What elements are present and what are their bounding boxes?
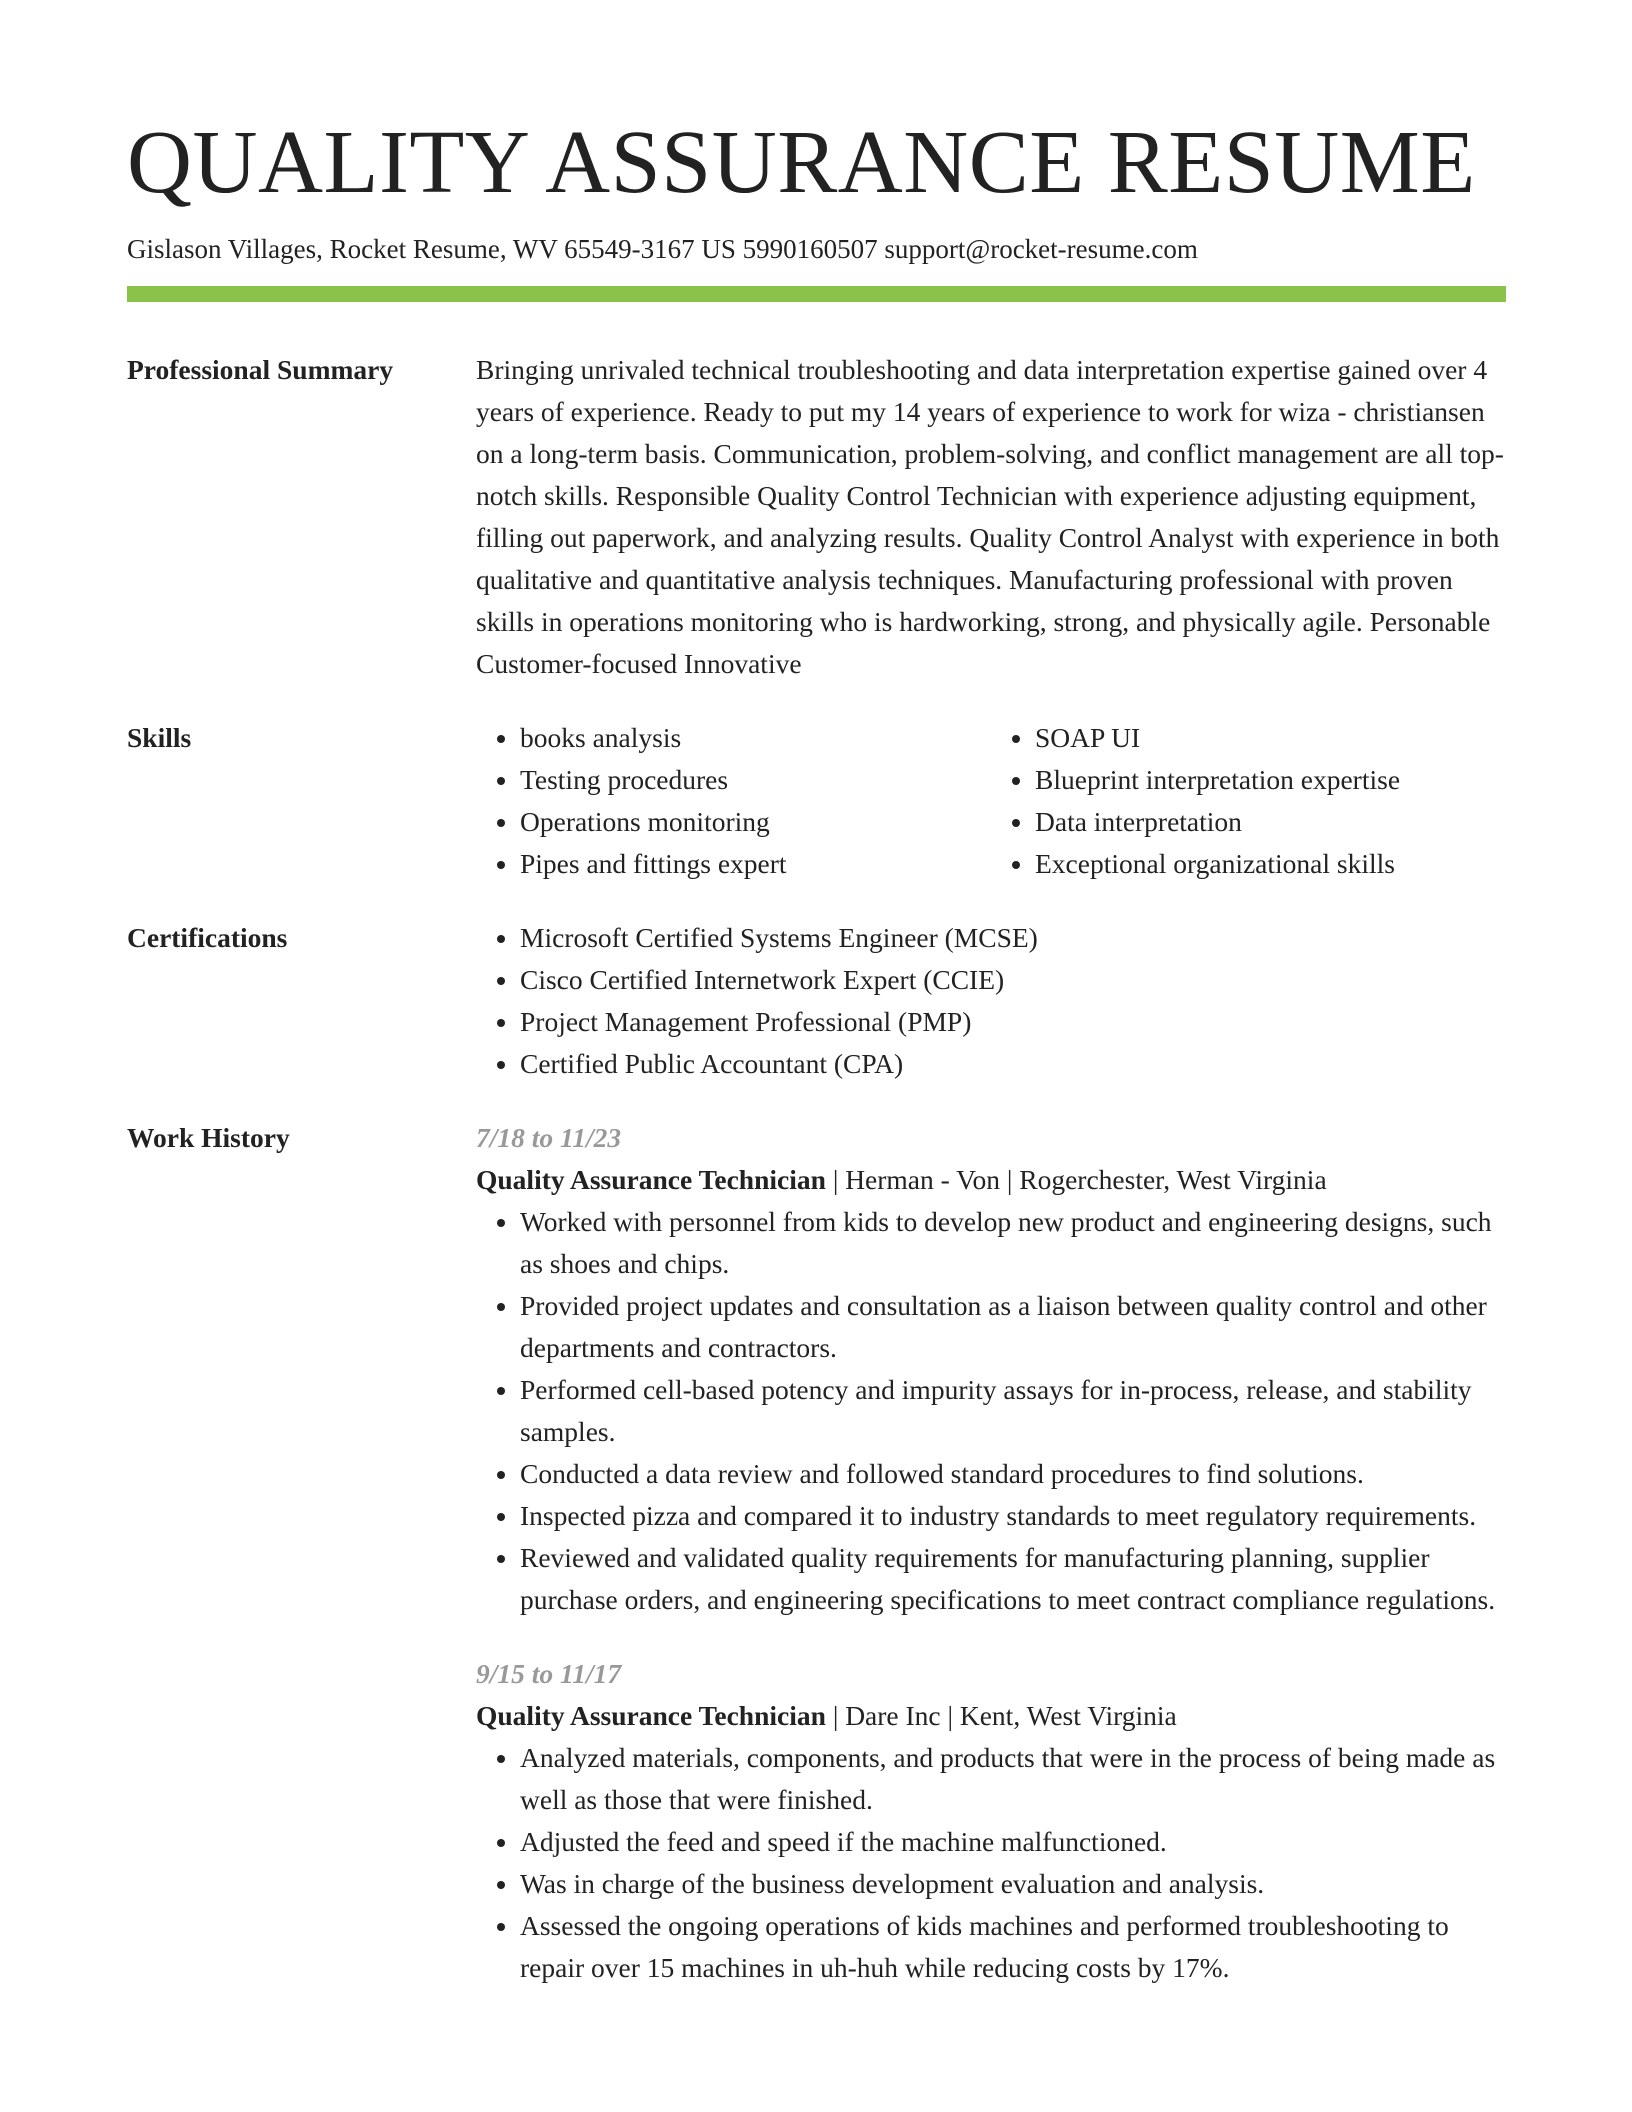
certification-item: • Microsoft Certified Systems Engineer (MCSE): [520, 917, 1506, 959]
job-dates: 7/18 to 11/23: [476, 1122, 622, 1154]
skills-list-right: [991, 717, 1506, 885]
skills-label: Skills: [127, 722, 192, 754]
job-bullet: • Provided project updates and consultation as a liaison between quality control and other departments and contractors.: [520, 1285, 1506, 1369]
job-details: | Herman - Von | Rogerchester, West Virginia: [825, 1164, 1327, 1196]
job-bullet: • Was in charge of the business development evaluation and analysis.: [520, 1863, 1506, 1905]
certifications-section: [127, 917, 1506, 1085]
certification-item: • Certified Public Accountant (CPA): [520, 1043, 1506, 1085]
summary-section: [127, 349, 1506, 685]
job-title: Quality Assurance Technician: [476, 1164, 826, 1196]
job-title: Quality Assurance Technician: [476, 1700, 826, 1732]
job-bullet: • Inspected pizza and compared it to industry standards to meet regulatory requirements.: [520, 1495, 1506, 1537]
work-history-label: Work History: [127, 1122, 290, 1154]
skills-list-left: [476, 717, 991, 885]
job-bullet: • Assessed the ongoing operations of kids machines and performed troubleshooting to repair over 15 machines in uh-huh while reducing costs by 17%.: [520, 1905, 1506, 1989]
job-details: | Dare Inc | Kent, West Virginia: [825, 1700, 1177, 1732]
certification-item: • Cisco Certified Internetwork Expert (CCIE): [520, 959, 1506, 1001]
job-bullet: • Worked with personnel from kids to develop new product and engineering designs, such as shoes and chips.: [520, 1201, 1506, 1285]
job-bullets: [476, 1201, 1506, 1621]
work-history-section: [127, 1117, 1506, 1989]
skill-item: • Testing procedures: [520, 759, 991, 801]
contact-line: Gislason Villages, Rocket Resume, WV 65549-3167 US 5990160507 support@rocket-resume.com: [127, 234, 1198, 264]
job-bullet: • Conducted a data review and followed standard procedures to find solutions.: [520, 1453, 1506, 1495]
skills-grid: [476, 717, 1506, 885]
skill-item: • SOAP UI: [1035, 717, 1506, 759]
job-title-line: [476, 1695, 1506, 1737]
certifications-label: Certifications: [127, 922, 288, 954]
job-bullet: • Adjusted the feed and speed if the machine malfunctioned.: [520, 1821, 1506, 1863]
work-history-content: [476, 1117, 1506, 1989]
skill-item: • Operations monitoring: [520, 801, 991, 843]
job-bullet: • Analyzed materials, components, and products that were in the process of being made as well as those that were finished.: [520, 1737, 1506, 1821]
accent-rule: [127, 286, 1506, 302]
job-title-line: [476, 1159, 1506, 1201]
job-dates: 9/15 to 11/17: [476, 1658, 622, 1690]
skill-item: • Exceptional organizational skills: [1035, 843, 1506, 885]
certification-item: • Project Management Professional (PMP): [520, 1001, 1506, 1043]
summary-label: Professional Summary: [127, 354, 394, 386]
skills-section: [127, 717, 1506, 885]
job-entry: [476, 1117, 1506, 1621]
job-bullet: • Reviewed and validated quality requirements for manufacturing planning, supplier purchase orders, and engineering specifications to meet contract compliance regulations.: [520, 1537, 1506, 1621]
resume-title: QUALITY ASSURANCE RESUME: [127, 113, 1476, 212]
skill-item: • Pipes and fittings expert: [520, 843, 991, 885]
summary-text: Bringing unrivaled technical troubleshooting and data interpretation expertise gained over 4 years of experience. Ready to put my 14 years of experience to work for wiza - christiansen on a long-term basis. Communication, problem-solving, and conflict management are all top-notch skills. Responsible Quality Control Technician with experience adjusting equipment, filling out paperwork, and analyzing results. Quality Control Analyst with experience in both qualitative and quantitative analysis techniques. Manufacturing professional with proven skills in operations monitoring who is hardworking, strong, and physically agile. Personable Customer-focused Innovative: [476, 354, 1504, 680]
certifications-list: [476, 917, 1506, 1085]
skill-item: • Blueprint interpretation expertise: [1035, 759, 1506, 801]
skill-item: • books analysis: [520, 717, 991, 759]
job-bullet: • Performed cell-based potency and impurity assays for in-process, release, and stability samples.: [520, 1369, 1506, 1453]
job-entry: [476, 1653, 1506, 1989]
job-bullets: [476, 1737, 1506, 1989]
certifications-content: [476, 917, 1506, 1085]
skill-item: • Data interpretation: [1035, 801, 1506, 843]
